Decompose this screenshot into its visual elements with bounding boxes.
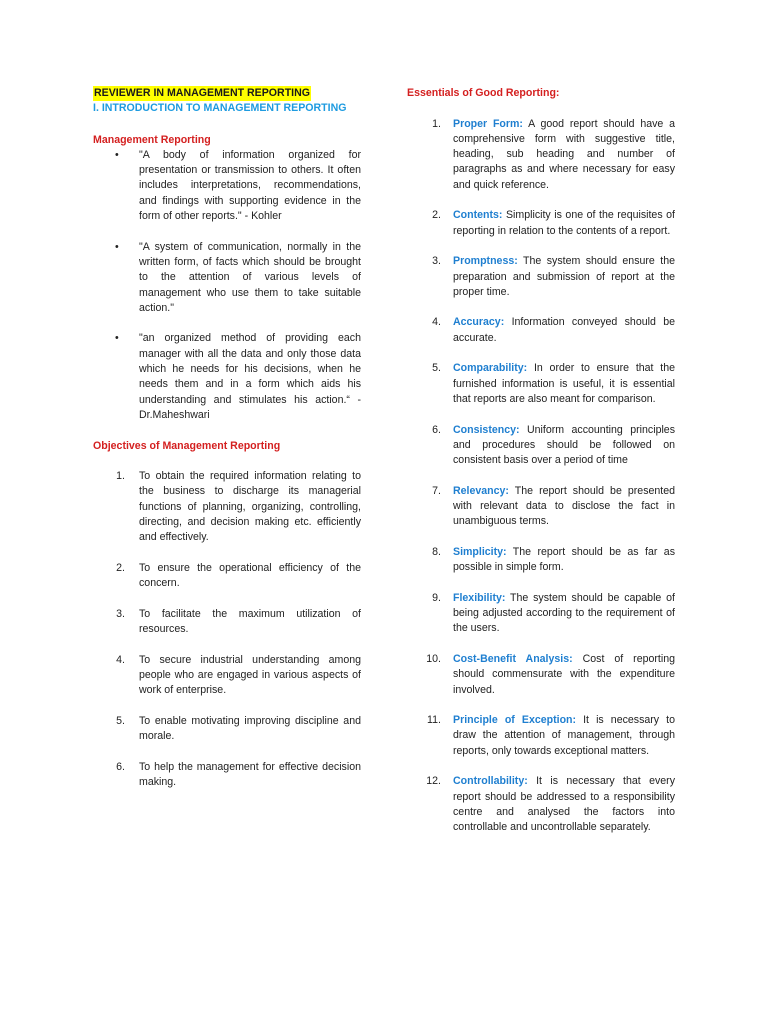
objective-number: 4. bbox=[116, 653, 125, 666]
objective-number: 3. bbox=[116, 607, 125, 620]
objective-text: To secure industrial understanding among people who are engaged in various aspects of work of enterprise. bbox=[139, 653, 361, 697]
right-column bbox=[407, 86, 675, 836]
essential-term: Comparability: bbox=[453, 362, 528, 375]
essential-item bbox=[407, 774, 675, 835]
definition-item bbox=[93, 240, 361, 316]
essential-item bbox=[407, 208, 675, 239]
objective-number: 5. bbox=[116, 714, 125, 727]
essential-text: In order to ensure that the furnished information is useful, it is essential that reports are also meant for comparison. bbox=[453, 362, 675, 405]
essential-number: 11. bbox=[427, 714, 441, 727]
document-subtitle: I. INTRODUCTION TO MANAGEMENT REPORTING bbox=[93, 102, 347, 115]
objective-text: To help the management for effective decision making. bbox=[139, 760, 361, 789]
definition-text: "an organized method of providing each manager with all the data and only those data which he needs for his decisions, when he needs them and in a form which aids his understanding and stimulates his action.“ - Dr.Maheshwari bbox=[139, 332, 361, 421]
essential-item bbox=[407, 484, 675, 530]
essential-number: 10. bbox=[426, 652, 441, 665]
essential-text: It is necessary that every report should be addressed to a responsibility centre and analysed the factors into controllable and uncontrollable separately. bbox=[453, 775, 675, 834]
essential-text: Information conveyed should be accurate. bbox=[453, 316, 675, 344]
essential-text: The report should be presented with relevant data to disclose the fact in unambiguous terms. bbox=[453, 484, 675, 528]
objective-item bbox=[93, 469, 361, 545]
objective-text: To facilitate the maximum utilization of resources. bbox=[139, 607, 361, 636]
essentials-heading: Essentials of Good Reporting: bbox=[407, 87, 560, 99]
definition-item bbox=[93, 331, 361, 423]
essential-number: 8. bbox=[432, 545, 441, 558]
essential-term: Promptness: bbox=[453, 255, 518, 268]
essential-number: 5. bbox=[432, 362, 441, 375]
objective-item bbox=[93, 561, 361, 592]
essential-item bbox=[407, 591, 675, 637]
essential-item bbox=[407, 545, 675, 576]
essential-item bbox=[407, 315, 675, 346]
objective-item bbox=[93, 653, 361, 699]
document-title: REVIEWER IN MANAGEMENT REPORTING bbox=[93, 86, 311, 101]
bullet-icon: • bbox=[115, 332, 119, 345]
bullet-icon: • bbox=[115, 148, 119, 161]
essential-number: 9. bbox=[432, 591, 441, 604]
objectives-heading: Objectives of Management Reporting bbox=[93, 439, 281, 452]
essential-item bbox=[407, 254, 675, 300]
essential-term: Simplicity: bbox=[453, 545, 507, 558]
essential-number: 1. bbox=[432, 117, 441, 130]
essential-term: Consistency: bbox=[453, 423, 520, 436]
management-reporting-heading: Management Reporting bbox=[93, 133, 211, 146]
essential-number: 3. bbox=[432, 255, 441, 268]
definition-text: "A body of information organized for presentation or transmission to others. It often includes interpretations, recommendations, and findings with supporting evidence in the form of other reports." - Kohler bbox=[139, 148, 361, 223]
essential-term: Cost-Benefit Analysis: bbox=[453, 652, 573, 665]
definitions-list bbox=[93, 148, 361, 423]
objective-number: 1. bbox=[116, 470, 125, 483]
essential-text: The system should ensure the preparation and submission of report at the proper time. bbox=[453, 255, 675, 298]
essential-number: 7. bbox=[432, 484, 441, 497]
essential-item bbox=[407, 652, 675, 698]
essential-text: The system should be capable of being adjusted according to the requirement of the users. bbox=[453, 591, 675, 635]
essential-text: It is necessary to draw the attention of management, through reports, only towards exceptional matters. bbox=[453, 714, 675, 757]
essentials-list bbox=[407, 117, 675, 836]
objective-item bbox=[93, 607, 361, 638]
definition-item bbox=[93, 148, 361, 224]
objectives-list bbox=[93, 469, 361, 790]
essential-text: Simplicity is one of the requisites of reporting in relation to the contents of a report. bbox=[453, 209, 675, 237]
objective-number: 6. bbox=[116, 760, 125, 773]
essential-number: 4. bbox=[432, 316, 441, 329]
essential-number: 6. bbox=[432, 423, 441, 436]
essential-text: A good report should have a comprehensive form with suggestive title, heading, sub heading and number of paragraphs as and where necessary for easy and quick reference. bbox=[453, 117, 675, 191]
left-column bbox=[93, 86, 361, 790]
objective-item bbox=[93, 714, 361, 745]
essential-term: Accuracy: bbox=[453, 316, 505, 329]
essential-term: Contents: bbox=[453, 209, 503, 222]
essential-text: Cost of reporting should commensurate with the expenditure involved. bbox=[453, 652, 675, 696]
essential-term: Relevancy: bbox=[453, 484, 509, 497]
essential-item bbox=[407, 713, 675, 759]
essential-term: Controllability: bbox=[453, 775, 528, 788]
essential-term: Proper Form: bbox=[453, 117, 523, 130]
essential-item bbox=[407, 423, 675, 469]
essential-number: 2. bbox=[432, 209, 441, 222]
essential-term: Principle of Exception: bbox=[453, 714, 577, 727]
definition-text: "A system of communication, normally in the written form, of facts which should be brought to the attention of various levels of management who use them to take suitable action." bbox=[139, 240, 361, 314]
essential-item bbox=[407, 117, 675, 193]
objective-number: 2. bbox=[116, 561, 125, 574]
essential-number: 12. bbox=[426, 775, 441, 788]
essential-text: The report should be as far as possible in simple form. bbox=[453, 545, 675, 574]
essential-item bbox=[407, 361, 675, 407]
bullet-icon: • bbox=[115, 240, 119, 253]
objective-text: To ensure the operational efficiency of the concern. bbox=[139, 561, 361, 590]
objective-text: To enable motivating improving discipline and morale. bbox=[139, 714, 361, 743]
objective-item bbox=[93, 760, 361, 791]
essential-term: Flexibility: bbox=[453, 591, 506, 604]
essential-text: Uniform accounting principles and procedures should be followed on consistent basis over a period of time bbox=[453, 423, 675, 467]
objective-text: To obtain the required information relating to the business to discharge its managerial functions of planning, organizing, controlling, directing, and decision making etc. efficiently and effectively. bbox=[139, 470, 361, 544]
